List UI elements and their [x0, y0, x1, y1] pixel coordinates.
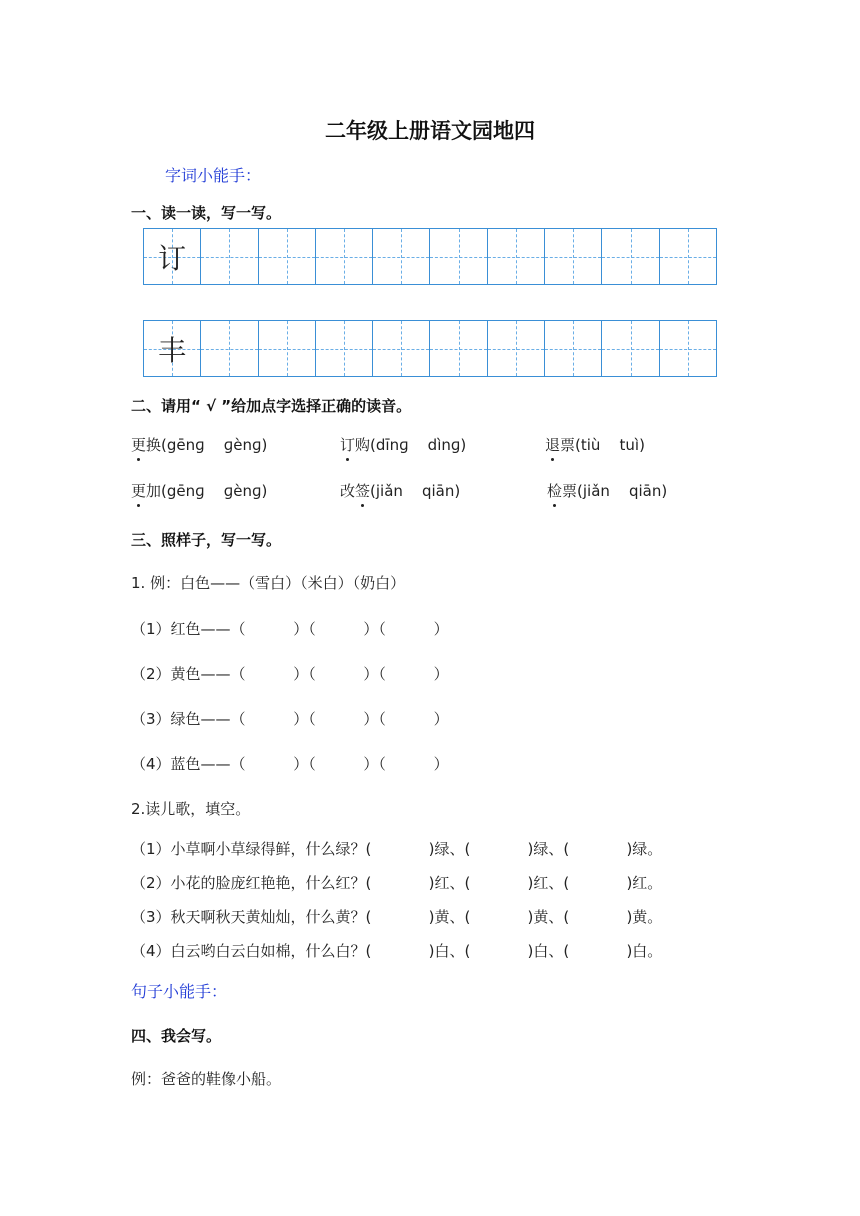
word-char: 改	[340, 482, 356, 500]
grid-cell[interactable]	[259, 229, 316, 284]
section-words-label: 字词小能手：	[165, 166, 262, 185]
dotted-char: 退	[545, 436, 561, 454]
song-row[interactable]: （3）秋天啊秋天黄灿灿，什么黄？( )黄、( )黄、( )黄。	[131, 908, 663, 926]
word-char: 票	[560, 436, 576, 454]
dotted-char: 更	[131, 436, 147, 454]
grid-cell[interactable]	[660, 321, 716, 376]
grid-cell[interactable]	[430, 321, 487, 376]
q2-heading: 二、请用“ √ ”给加点字选择正确的读音。	[131, 397, 412, 415]
fill-row[interactable]: （4）蓝色——（ ）（ ）（ ）	[131, 755, 449, 773]
song-row[interactable]: （4）白云哟白云白如棉，什么白？( )白、( )白、( )白。	[131, 942, 663, 960]
song-title: 2.读儿歌，填空。	[131, 800, 251, 818]
grid-cell	[144, 321, 201, 376]
fill-row[interactable]: （3）绿色——（ ）（ ）（ ）	[131, 710, 449, 728]
pinyin-options: (dīnɡ dìnɡ)	[370, 436, 467, 454]
fill-row[interactable]: （1）红色——（ ）（ ）（ ）	[131, 620, 449, 638]
pinyin-item[interactable]	[545, 434, 645, 455]
word-char: 票	[562, 482, 578, 500]
q4-heading: 四、我会写。	[131, 1027, 222, 1045]
pinyin-item[interactable]	[340, 480, 460, 501]
grid-cell[interactable]	[259, 321, 316, 376]
example-line: 例：爸爸的鞋像小船。	[131, 1070, 282, 1088]
dotted-char: 签	[355, 482, 371, 500]
grid-cell[interactable]	[373, 321, 430, 376]
grid-cell[interactable]	[201, 229, 258, 284]
word-char: 加	[146, 482, 162, 500]
example-line: 1. 例：白色——（雪白）（米白）（奶白）	[131, 574, 406, 592]
writing-grid-2[interactable]	[143, 320, 717, 377]
grid-cell[interactable]	[316, 229, 373, 284]
pinyin-options: (jiǎn qiān)	[370, 482, 461, 500]
grid-cell[interactable]	[545, 321, 602, 376]
pinyin-item[interactable]	[131, 480, 267, 501]
page-title: 二年级上册语文园地四	[325, 119, 535, 143]
model-character: 丰	[158, 333, 187, 367]
grid-cell[interactable]	[201, 321, 258, 376]
pinyin-options: (gēnɡ ɡènɡ)	[161, 482, 268, 500]
pinyin-options: (jiǎn qiān)	[577, 482, 668, 500]
pinyin-item[interactable]	[547, 480, 667, 501]
grid-cell[interactable]	[373, 229, 430, 284]
song-row[interactable]: （2）小花的脸庞红艳艳，什么红？( )红、( )红、( )红。	[131, 874, 663, 892]
pinyin-item[interactable]	[340, 434, 466, 455]
writing-grid-1[interactable]	[143, 228, 717, 285]
grid-cell[interactable]	[660, 229, 716, 284]
dotted-char: 更	[131, 482, 147, 500]
model-character: 订	[158, 241, 187, 275]
dotted-char: 订	[340, 436, 356, 454]
q3-heading: 三、照样子，写一写。	[131, 531, 282, 549]
grid-cell[interactable]	[602, 229, 659, 284]
grid-cell[interactable]	[488, 229, 545, 284]
word-char: 换	[146, 436, 162, 454]
grid-cell[interactable]	[430, 229, 487, 284]
pinyin-options: (gēnɡ ɡènɡ)	[161, 436, 268, 454]
grid-cell[interactable]	[545, 229, 602, 284]
word-char: 购	[355, 436, 371, 454]
dotted-char: 检	[547, 482, 563, 500]
song-row[interactable]: （1）小草啊小草绿得鲜，什么绿？( )绿、( )绿、( )绿。	[131, 840, 663, 858]
grid-cell[interactable]	[316, 321, 373, 376]
grid-cell	[144, 229, 201, 284]
grid-cell[interactable]	[602, 321, 659, 376]
pinyin-item[interactable]	[131, 434, 267, 455]
fill-row[interactable]: （2）黄色——（ ）（ ）（ ）	[131, 665, 449, 683]
q1-heading: 一、读一读，写一写。	[131, 204, 282, 222]
pinyin-options: (tiù tuì)	[575, 436, 645, 454]
section-sentences-label: 句子小能手：	[131, 982, 228, 1001]
grid-cell[interactable]	[488, 321, 545, 376]
